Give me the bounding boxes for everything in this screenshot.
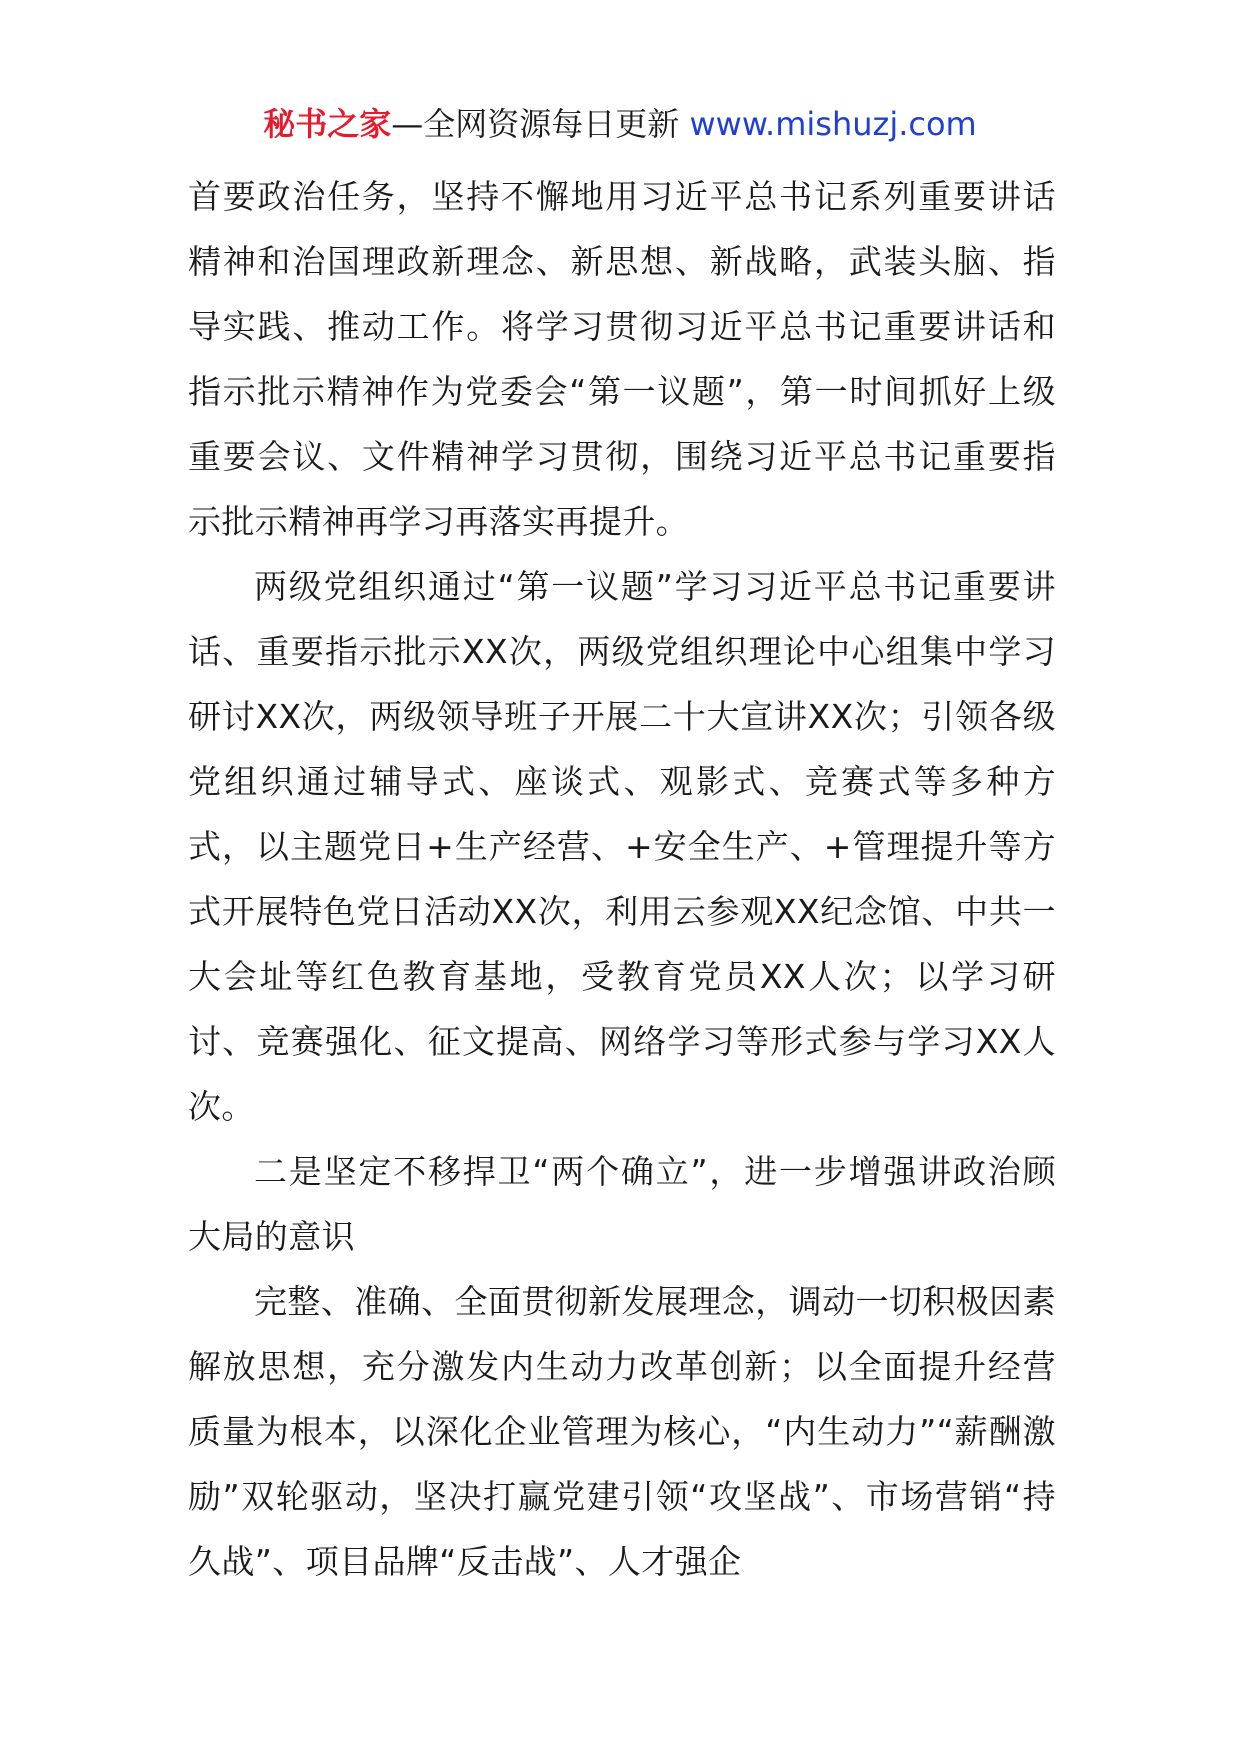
header-url-link[interactable]: www.mishuzj.com [689,105,977,143]
paragraph-2: 两级党组织通过“第一议题”学习习近平总书记重要讲话、重要指示批示XX次，两级党组织理论中心组集中学习研讨XX次，两级领导班子开展二十大宣讲XX次；引领各级党组织通过辅导式、座谈式、观影式、竞赛式等多种方式，以主题党日+生产经营、+安全生产、+管理提升等方式开展特色党日活动XX次，利用云参观XX纪念馆、中共一大会址等红色教育基地，受教育党员XX人次；以学习研讨、竞赛强化、征文提高、网络学习等形式参与学习XX人次。 [188,567,1056,1126]
section-heading: 二是坚定不移捍卫“两个确立”，进一步增强讲政治顾大局的意识 [188,1152,1056,1256]
page-header [0,100,1240,148]
paragraph-3: 完整、准确、全面贯彻新发展理念，调动一切积极因素解放思想，充分激发内生动力改革创新；以全面提升经营质量为根本，以深化企业管理为核心，“内生动力”“薪酬激励”双轮驱动，坚决打赢党建引领“攻坚战”、市场营销“持久战”、项目品牌“反击战”、人才强企 [188,1282,1056,1581]
brand-name: 秘书之家 [263,105,392,143]
document-body [188,164,1056,1594]
header-tagline: —全网资源每日更新 [391,105,690,143]
paragraph-1: 首要政治任务，坚持不懈地用习近平总书记系列重要讲话精神和治国理政新理念、新思想、新战略，武装头脑、指导实践、推动工作。将学习贯彻习近平总书记重要讲话和指示批示精神作为党委会“第一议题”，第一时间抓好上级重要会议、文件精神学习贯彻，围绕习近平总书记重要指示批示精神再学习再落实再提升。 [188,177,1056,541]
